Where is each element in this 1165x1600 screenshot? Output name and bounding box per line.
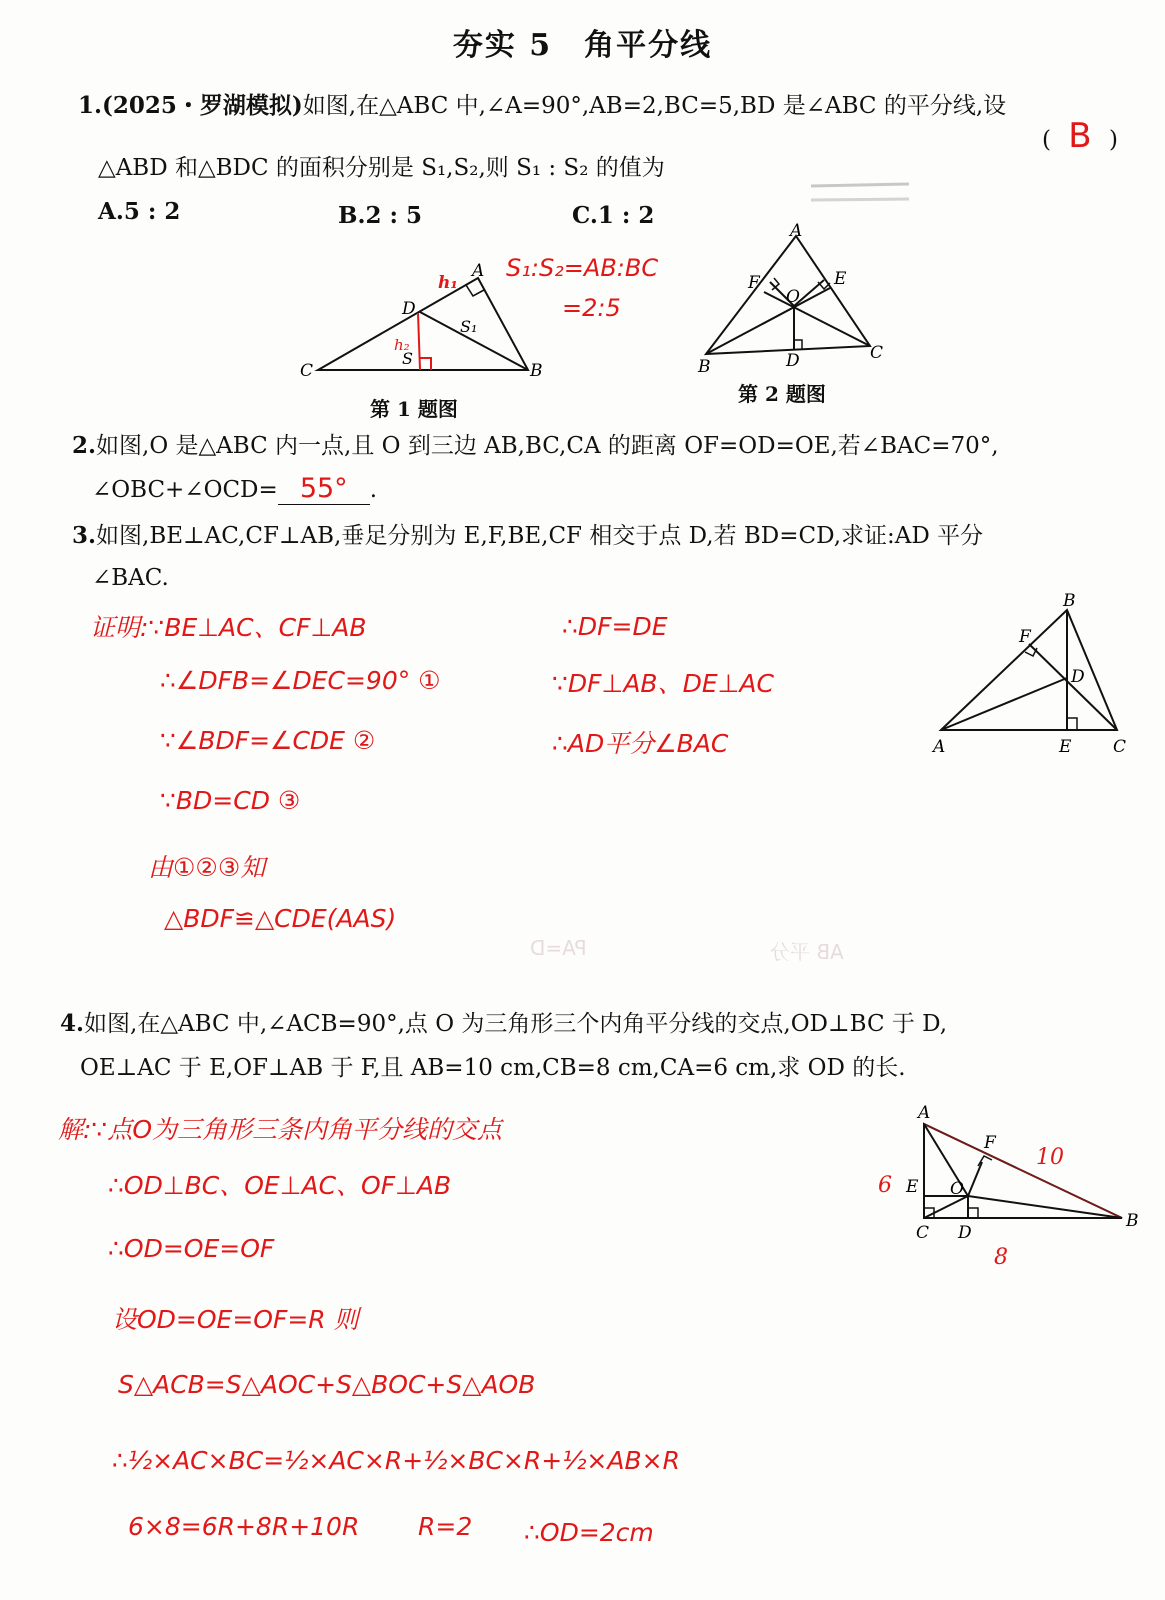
- q2-figure-caption: 第 2 题图: [738, 382, 826, 406]
- q3-line1: [72, 514, 983, 558]
- q4-solution-line2: ∴OD⊥BC、OE⊥AC、OF⊥AB: [108, 1171, 452, 1200]
- q2-number: 2.: [72, 432, 97, 459]
- q3-proof-right2: ∵DF⊥AB、DE⊥AC: [552, 669, 774, 698]
- q2-line2: [92, 468, 377, 512]
- q1-label-h1: h₁: [438, 273, 458, 293]
- q2-label-f: F: [748, 273, 760, 293]
- q1-label-c: C: [300, 361, 314, 381]
- q4-text1: 如图,在△ABC 中,∠ACB=90°,点 O 为三角形三个内角平分线的交点,OD⊥BC 于 D,: [84, 1011, 948, 1037]
- q1-label-s1: S₁: [460, 317, 478, 336]
- q1-label-b: B: [530, 361, 543, 381]
- q2-label-o: O: [786, 287, 800, 307]
- q3-proof-right1: ∴DF=DE: [562, 612, 668, 641]
- q4-side-ca: 6: [878, 1173, 892, 1198]
- q4-solution-line4: 设OD=OE=OF=R 则: [112, 1305, 359, 1334]
- q3-label-c: C: [1113, 737, 1127, 757]
- scan-mark: [805, 178, 915, 208]
- q2-label-c: C: [870, 343, 884, 363]
- q4-solution-line1: 解:∵点O为三角形三条内角平分线的交点: [58, 1115, 503, 1144]
- q2-text1: 如图,O 是△ABC 内一点,且 O 到三边 AB,BC,CA 的距离 OF=OD=OE,若∠BAC=70°,: [96, 433, 999, 459]
- q3-figure: [925, 590, 1145, 765]
- q1-source: (2025・罗湖模拟): [102, 92, 303, 119]
- q4-figure: [870, 1098, 1145, 1278]
- q1-line2: △ABD 和△BDC 的面积分别是 S₁,S₂,则 S₁ : S₂ 的值为: [98, 155, 665, 181]
- q2-text2-end: .: [369, 477, 378, 503]
- q2-label-e: E: [834, 269, 847, 289]
- bracket-close: ): [1108, 127, 1118, 153]
- q2-label-d: D: [786, 351, 800, 371]
- q1-line1: [78, 84, 1006, 128]
- q3-proof-line5: 由①②③知: [148, 853, 266, 882]
- q4-solution-line8: R=2: [418, 1512, 473, 1541]
- q3-proof-right3: ∴AD平分∠BAC: [552, 729, 729, 758]
- q3-line2: ∠BAC.: [92, 565, 169, 591]
- q1-answer-bracket: [1042, 114, 1118, 162]
- q3-text1: 如图,BE⊥AC,CF⊥AB,垂足分别为 E,F,BE,CF 相交于点 D,若 BD=CD,求证:AD 平分: [96, 523, 984, 549]
- q4-label-e: E: [906, 1177, 919, 1197]
- q2-label-a: A: [790, 221, 803, 241]
- q2-answer-blank: [278, 474, 370, 505]
- q4-label-c: C: [916, 1223, 930, 1243]
- q4-line2: OE⊥AC 于 E,OF⊥AB 于 F,且 AB=10 cm,CB=8 cm,CA=6 cm,求 OD 的长.: [80, 1055, 906, 1081]
- bleed-through-mark: PA=D: [530, 936, 587, 960]
- q4-label-d: D: [958, 1223, 972, 1243]
- q4-label-o: O: [950, 1179, 964, 1199]
- q3-proof-line3: ∵∠BDF=∠CDE ②: [160, 726, 376, 755]
- q1-text1: 如图,在△ABC 中,∠A=90°,AB=2,BC=5,BD 是∠ABC 的平分线,设: [302, 93, 1007, 119]
- q2-text2: ∠OBC+∠OCD=: [92, 477, 278, 503]
- q4-solution-line6: ∴½×AC×BC=½×AC×R+½×BC×R+½×AB×R: [112, 1446, 680, 1475]
- q4-side-cb: 8: [994, 1245, 1008, 1270]
- q1-handwritten-answer: B: [1068, 116, 1092, 156]
- q4-number: 4.: [60, 1010, 85, 1037]
- q1-option-a: A.5 : 2: [98, 198, 181, 225]
- q2-figure: [690, 220, 900, 380]
- q4-solution-line9: ∴OD=2cm: [524, 1518, 654, 1547]
- q4-solution-line7: 6×8=6R+8R+10R: [128, 1512, 360, 1541]
- q3-proof-line4: ∵BD=CD ③: [160, 786, 301, 815]
- q4-solution-line3: ∴OD=OE=OF: [108, 1234, 275, 1263]
- bleed-through-mark: AB 平分: [770, 940, 844, 964]
- q1-label-s2: S: [402, 349, 413, 368]
- q3-label-f: F: [1019, 627, 1031, 647]
- q1-option-c: C.1 : 2: [572, 202, 655, 229]
- q3-proof-line2: ∴∠DFB=∠DEC=90° ①: [160, 666, 441, 695]
- q2-line1: [72, 424, 999, 468]
- q1-label-a: A: [472, 261, 485, 281]
- q4-line1: [60, 1002, 947, 1046]
- q3-label-b: B: [1063, 591, 1076, 611]
- q3-proof-line1: 证明:∵BE⊥AC、CF⊥AB: [90, 613, 367, 642]
- q3-label-d: D: [1071, 667, 1085, 687]
- q3-label-e: E: [1059, 737, 1072, 757]
- q2-handwritten-answer: 55°: [299, 473, 348, 504]
- q1-label-d: D: [402, 299, 416, 319]
- q3-proof-line6: △BDF≌△CDE(AAS): [164, 904, 397, 933]
- q3-label-a: A: [933, 737, 946, 757]
- q1-label-h2: h₂: [394, 336, 410, 354]
- q1-option-b: B.2 : 5: [338, 202, 422, 229]
- bracket-open: (: [1042, 127, 1051, 153]
- q1-number: 1.: [78, 92, 103, 119]
- q4-label-b: B: [1126, 1211, 1139, 1231]
- q2-label-b: B: [698, 357, 711, 377]
- q3-number: 3.: [72, 522, 97, 549]
- q4-side-ab: 10: [1036, 1145, 1064, 1170]
- q1-figure-caption: 第 1 题图: [370, 397, 458, 421]
- q4-solution-line5: S△ACB=S△AOC+S△BOC+S△AOB: [118, 1370, 536, 1399]
- q4-label-f: F: [984, 1133, 996, 1153]
- q4-label-a: A: [918, 1103, 931, 1123]
- q1-work-line1: S₁:S₂=AB:BC: [506, 254, 659, 282]
- q1-work-line2: =2:5: [562, 294, 621, 322]
- page-title: 夯实 5 角平分线: [452, 28, 713, 63]
